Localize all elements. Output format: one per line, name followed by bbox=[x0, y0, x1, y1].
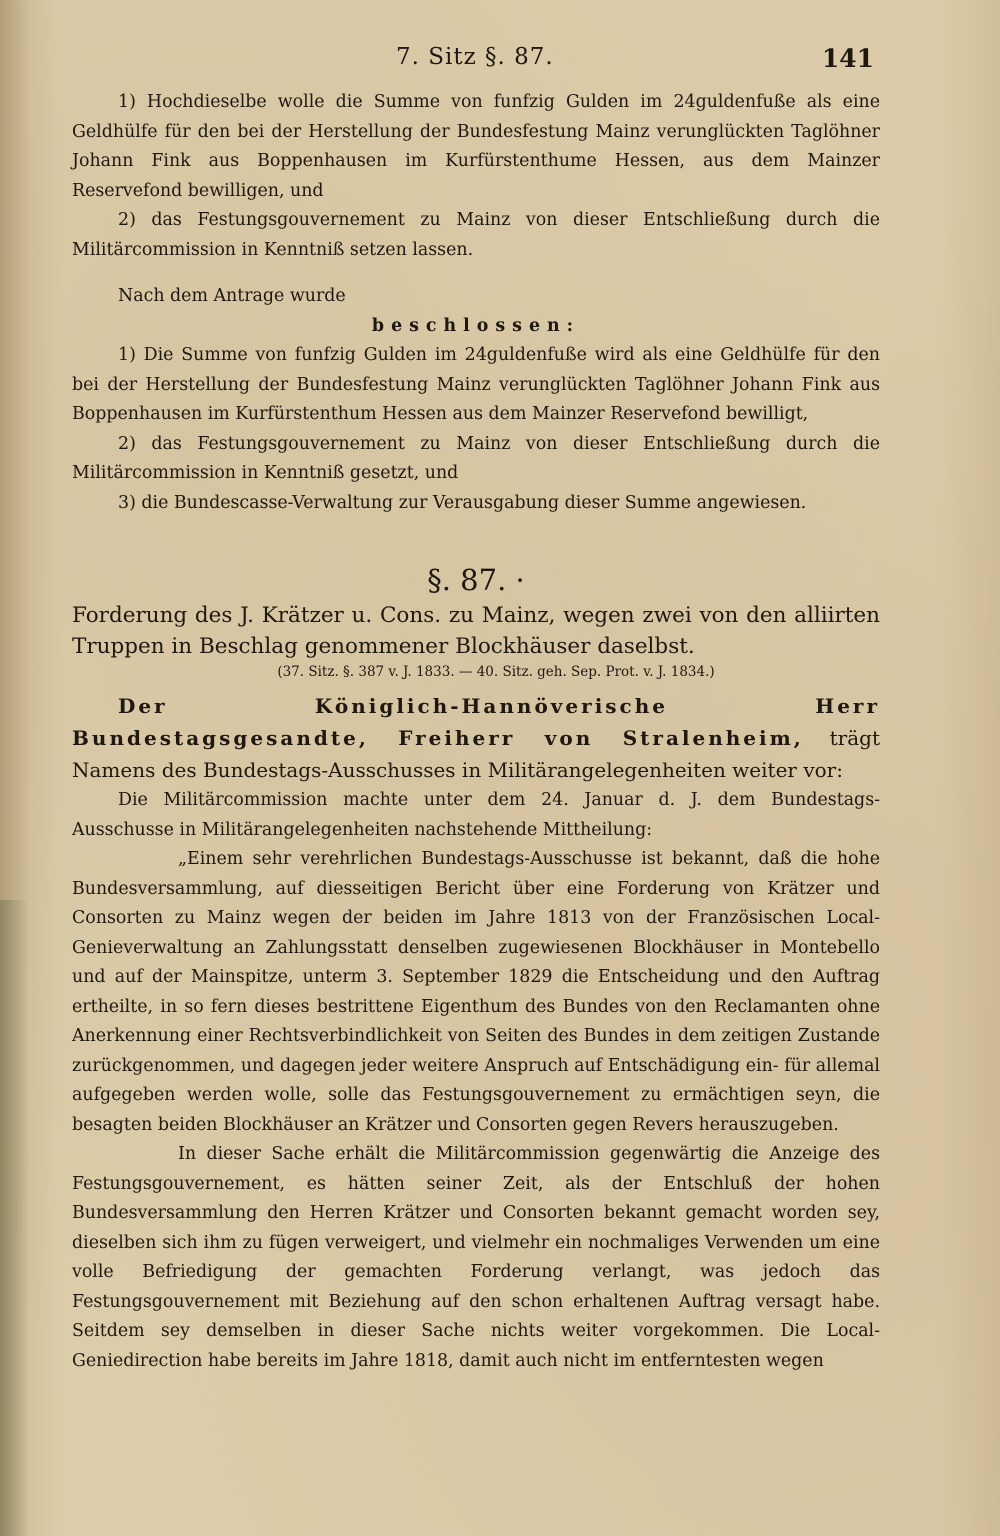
speaker-rest: trägt Namens des Bundestags-Ausschusses in Militärangelegenheiten weiter vor: bbox=[72, 726, 881, 782]
resolution-item-2: 2) das Festungsgouvernement zu Mainz von dieser Entschließung durch die Militärcommission in Kenntniß gesetzt, und bbox=[72, 433, 880, 483]
speaker-name: Der Königlich-Hannöverische Herr Bundestagsgesandte, Freiherr von Stralenheim, bbox=[72, 694, 880, 750]
body-paragraph-3: In dieser Sache erhält die Militärcommission gegenwärtig die Anzeige des Festungsgouvernement, es hätten seiner Zeit, als der Entschluß der hohen Bundesversammlung den Herren Krätzer und Consorten bekannt gemacht worden sey, dieselben sich ihm zu fügen verweigert, und vielmehr ein nochmaliges Verwenden um eine volle Befriedigung der gemachten Forderung verlangt, was jedoch das Festungsgouvernement mit Beziehung auf den schon erhaltenen Auftrag versagt habe. Seitdem sey demselben in dieser Sache nichts weiter vorgekommen. Die Local-Geniedirection habe bereits im Jahre 1818, damit auch nicht im entferntesten wegen bbox=[72, 1144, 880, 1371]
running-head: 7. Sitz §. 87. bbox=[396, 44, 554, 70]
section-citation: (37. Sitz. §. 387 v. J. 1833. — 40. Sitz. geh. Sep. Prot. v. J. 1834.) bbox=[277, 664, 715, 680]
speaker-line bbox=[72, 690, 880, 786]
resolution-keyword: beschlossen: bbox=[371, 315, 581, 336]
resolution-intro: Nach dem Antrage wurde bbox=[118, 286, 346, 306]
section-title: Forderung des J. Krätzer u. Cons. zu Mainz, wegen zwei von den alliirten Truppen in Beschlag genommener Blockhäuser daselbst. bbox=[72, 603, 880, 659]
resolution-item-1: 1) Die Summe von funfzig Gulden im 24guldenfuße wird als eine Geldhülfe für den bei der Herstellung der Bundesfestung Mainz verunglückten Taglöhner Johann Fink aus Boppenhausen im Kurfürstenthum Hessen aus dem Mainzer Reservefond bewilligt, bbox=[72, 345, 880, 424]
section-number: §. 87. · bbox=[427, 563, 525, 597]
page-number: 141 bbox=[821, 44, 874, 73]
page-header bbox=[80, 44, 880, 80]
proposal-block bbox=[72, 88, 880, 265]
resolution-block bbox=[72, 282, 880, 518]
proposal-item-1: 1) Hochdieselbe wolle die Summe von funfzig Gulden im 24guldenfuße als eine Geldhülfe für den bei der Herstellung der Bundesfestung Mainz verunglückten Taglöhner Johann Fink aus Boppenhausen im Kurfürstenthume Hessen, aus dem Mainzer Reservefond bewilligen, und bbox=[72, 92, 880, 201]
body-block bbox=[72, 786, 880, 1376]
resolution-item-3: 3) die Bundescasse-Verwaltung zur Verausgabung dieser Summe angewiesen. bbox=[118, 492, 807, 513]
page-stain bbox=[0, 900, 28, 1536]
body-paragraph-1: Die Militärcommission machte unter dem 24. Januar d. J. dem Bundestags-Ausschusse in Militärangelegenheiten nachstehende Mittheilung: bbox=[72, 790, 880, 840]
proposal-item-2: 2) das Festungsgouvernement zu Mainz von dieser Entschließung durch die Militärcommission in Kenntniß setzen lassen. bbox=[72, 210, 880, 260]
body-paragraph-2: „Einem sehr verehrlichen Bundestags-Ausschusse ist bekannt, daß die hohe Bundesversammlung, auf diesseitigen Bericht über eine Forderung von Krätzer und Consorten zu Mainz wegen der beiden im Jahre 1813 von der Französischen Local-Genieverwaltung an Zahlungsstatt denselben zugewiesenen Blockhäuser in Montebello und auf der Mainspitze, unterm 3. September 1829 die Entscheidung und den Auftrag ertheilte, in so fern dieses bestrittene Eigenthum des Bundes von den Reclamanten ohne Anerkennung einer Rechtsverbindlichkeit von Seiten des Bundes in dem zeitigen Zustande zurückgenommen, und dagegen jeder weitere Anspruch auf Entschädigung ein- für allemal aufgegeben werden wolle, solle das Festungsgouvernement zu ermächtigen seyn, die besagten beiden Blockhäuser an Krätzer und Consorten gegen Revers herauszugeben. bbox=[72, 849, 880, 1135]
